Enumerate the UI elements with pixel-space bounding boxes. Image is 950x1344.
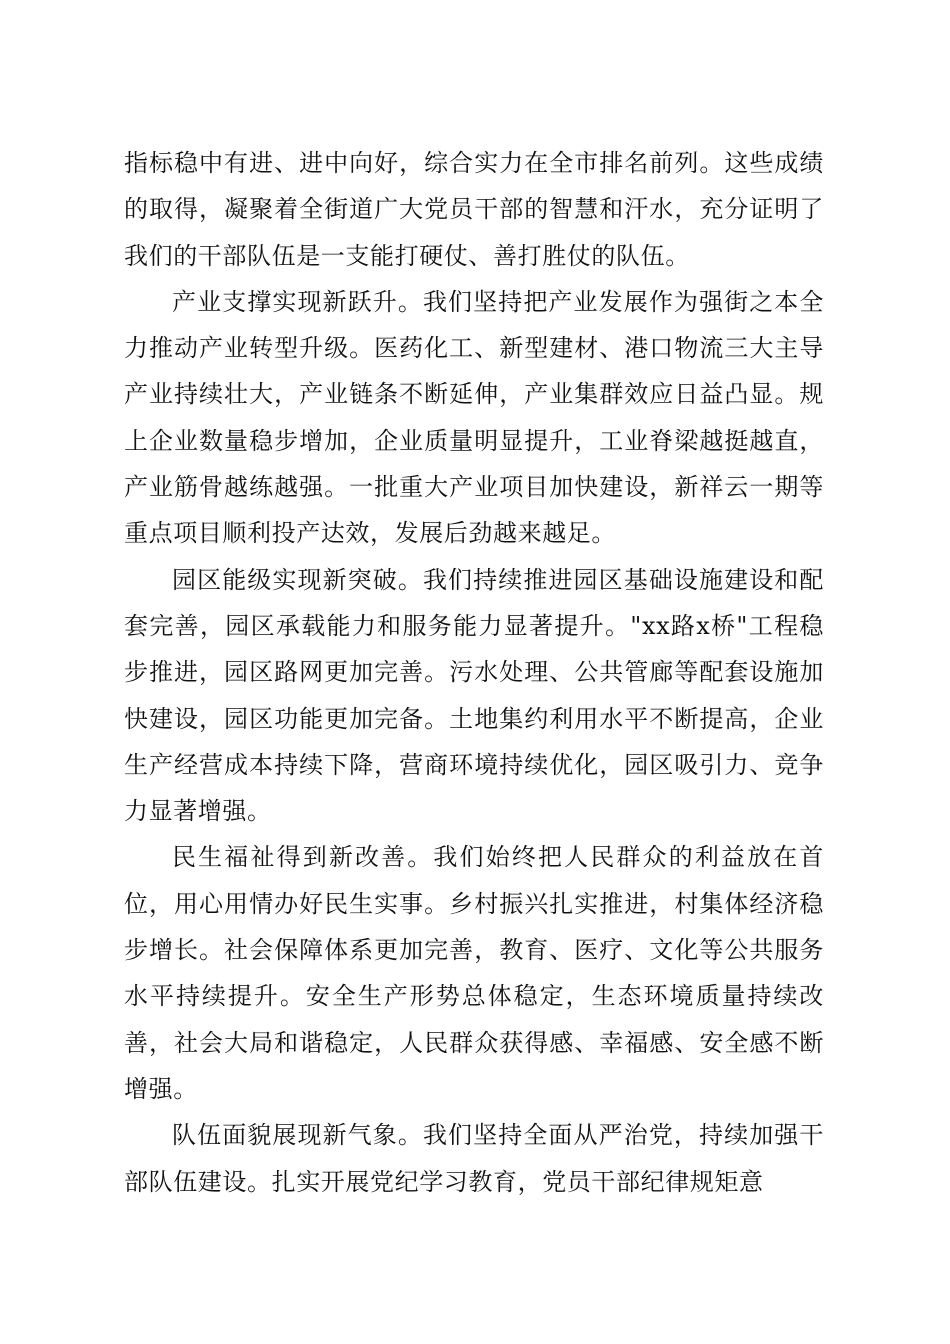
body-text	[124, 140, 824, 1205]
paragraph-park: 园区能级实现新突破。我们持续推进园区基础设施建设和配套完善，园区承载能力和服务能力显著提升。"xx路x桥"工程稳步推进，园区路网更加完善。污水处理、公共管廊等配套设施加快建设，园区功能更加完备。土地集约利用水平不断提高，企业生产经营成本持续下降，营商环境持续优化，园区吸引力、竞争力显著增强。	[124, 565, 824, 826]
paragraph-continuation: 指标稳中有进、进中向好，综合实力在全市排名前列。这些成绩的取得，凝聚着全街道广大党员干部的智慧和汗水，充分证明了我们的干部队伍是一支能打硬仗、善打胜仗的队伍。	[124, 149, 824, 270]
paragraph-livelihood: 民生福祉得到新改善。我们始终把人民群众的利益放在首位，用心用情办好民生实事。乡村振兴扎实推进，村集体经济稳步增长。社会保障体系更加完善，教育、医疗、文化等公共服务水平持续提升。安全生产形势总体稳定，生态环境质量持续改善，社会大局和谐稳定，人民群众获得感、幸福感、安全感不断增强。	[124, 843, 824, 1103]
paragraph-team: 队伍面貌展现新气象。我们坚持全面从严治党，持续加强干部队伍建设。扎实开展党纪学习教育，党员干部纪律规矩意	[124, 1121, 824, 1196]
paragraph-industry: 产业支撑实现新跃升。我们坚持把产业发展作为强街之本全力推动产业转型升级。医药化工、新型建材、港口物流三大主导产业持续壮大，产业链条不断延伸，产业集群效应日益凸显。规上企业数量稳步增加，企业质量明显提升，工业脊梁越挺越直，产业筋骨越练越强。一批重大产业项目加快建设，新祥云一期等重点项目顺利投产达效，发展后劲越来越足。	[124, 287, 824, 548]
